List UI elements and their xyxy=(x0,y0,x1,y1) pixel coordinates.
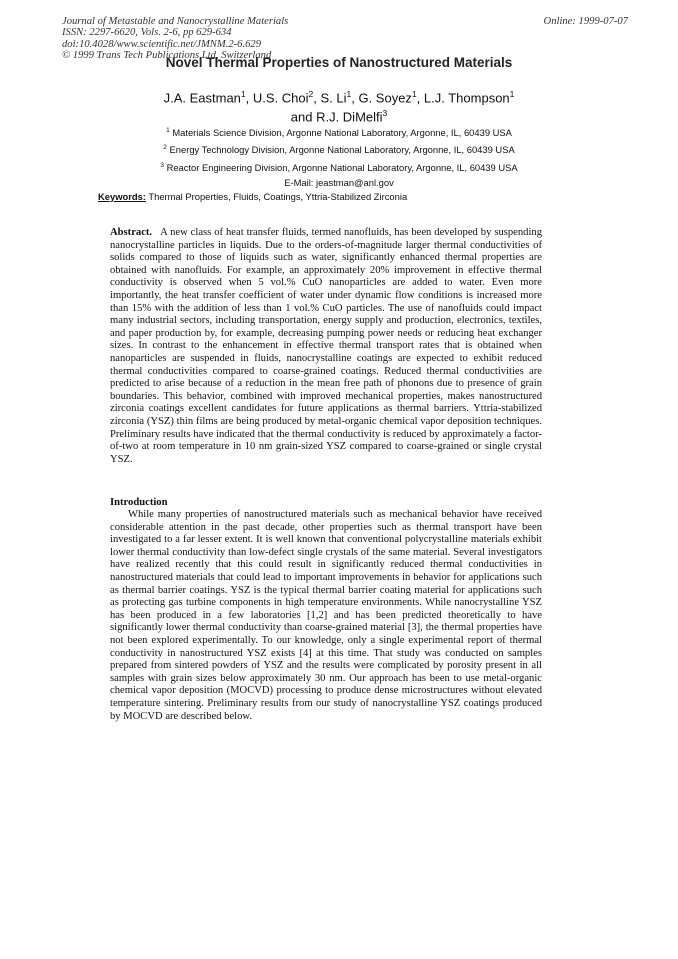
abstract-heading: Abstract. xyxy=(110,227,153,238)
affiliation-text: Energy Technology Division, Argonne National Laboratory, Argonne, IL, 60439 USA xyxy=(169,144,515,156)
author-line-1 xyxy=(0,87,678,106)
author-separator: , xyxy=(351,90,359,106)
affiliation-text: Reactor Engineering Division, Argonne National Laboratory, Argonne, IL, 60439 USA xyxy=(166,161,518,173)
abstract-text: A new class of heat transfer fluids, termed nanofluids, has been developed by suspending nanocrystalline particles in liquids. Due to the orders-of-magnitude larger thermal conductivities of solids compared to those of liquids such as water, significantly enhanced thermal properties are obtained with nanofluids. For example, an approximately 20% improvement in effective thermal conductivity is observed when 5 vol.% CuO nanoparticles are added to water. Even more importantly, the heat transfer coefficient of water under dynamic flow conditions is increased more than 15% with the addition of less than 1 vol.% CuO particles. The use of nanofluids could impact many industrial sectors, including transportation, energy supply and production, electronics, textiles, and paper production by, for example, decreasing pumping power needs or reducing heat exchanger sizes. In contrast to the enhancement in effective thermal transport rates that is obtained when nanoparticles are suspended in fluids, nanocrystalline coatings are expected to exhibit reduced thermal conductivities compared to coarse-grained coatings. Reduced thermal conductivities are predicted to arise because of a reduction in the mean free path of phonons due to presence of grain boundaries. This behavior, combined with improved mechanical properties, makes nanostructured zirconia coatings excellent candidates for future applications as thermal barriers. Yttria-stabilized zirconia (YSZ) thin films are being produced by metal-organic chemical vapor deposition techniques. Preliminary results have indicated that the thermal conductivity is reduced by approximately a factor-of-two at room temperature in 10 nm grain-sized YSZ compared to coarse-grained or single crystal YSZ. xyxy=(110,227,542,465)
keywords-label: Keywords: xyxy=(98,191,146,202)
affiliation-mark: 2 xyxy=(163,144,167,152)
introduction-text: While many properties of nanostructured materials such as mechanical behavior have received considerable attention in the past decade, other properties such as thermal transport have been investigated to a far lesser extent. It is well known that conventional polycrystalline materials exhibit lower thermal conductivity than low-defect single crystals of the same material. Several investigators have realized recently that this could result in significantly reduced thermal conductivities in nanostructured materials that could lead to important improvements in behavior for applications such as thermal barrier coatings. YSZ is the typical thermal barrier coating material for applications such as protecting gas turbine components in high temperature environments. While nanocrystalline YSZ has been produced in a few laboratories [1,2] and has been predicted theoretically to have significantly lower thermal conductivity than coarse-grained material [3], the thermal properties have not been explored experimentally. To our knowledge, only a single experimental report of thermal conductivity in nanostructured YSZ exists [4] at this time. That study was conducted on samples prepared from sintered powders of YSZ and the results were complicated by porosity present in all samples with grain sizes below approximately 30 nm. Our approach has been to use metal-organic chemical vapor deposition (MOCVD) processing to produce dense microstructures without elevated temperature sintering. Preliminary results from our study of nanocrystalline YSZ coatings produced by MOCVD are described below. xyxy=(110,509,542,722)
author-conjunction: and xyxy=(290,109,317,125)
author-affil-mark: 1 xyxy=(411,89,417,99)
affiliation-2 xyxy=(0,140,678,157)
affiliation-mark: 3 xyxy=(160,161,164,169)
journal-copyright: © 1999 Trans Tech Publications Ltd, Switzerland xyxy=(62,50,272,62)
journal-doi: doi:10.4028/www.scientific.net/JMNM.2-6.629 xyxy=(62,38,261,50)
online-date: Online: 1999-07-07 xyxy=(543,16,628,27)
author-name: S. Li xyxy=(320,90,347,106)
author-separator: , xyxy=(313,90,321,106)
author-affil-mark: 1 xyxy=(240,89,246,99)
paper-title: Novel Thermal Properties of Nanostructured Materials xyxy=(165,55,513,70)
author-affil-mark: 2 xyxy=(308,89,314,99)
author-name: U.S. Choi xyxy=(252,90,309,106)
author-name: J.A. Eastman xyxy=(163,90,241,106)
affiliation-text: Materials Science Division, Argonne National Laboratory, Argonne, IL, 60439 USA xyxy=(172,127,512,139)
author-line-2 xyxy=(0,106,678,125)
author-separator: , xyxy=(416,90,424,106)
author-name: R.J. DiMelfi xyxy=(316,109,383,125)
author-name: L.J. Thompson xyxy=(423,90,510,106)
affiliation-mark: 1 xyxy=(166,127,170,134)
author-name: G. Soyez xyxy=(358,90,412,106)
abstract xyxy=(110,227,542,466)
keywords xyxy=(98,191,407,202)
author-list xyxy=(0,87,678,125)
affiliation-1 xyxy=(0,123,678,140)
author-affil-mark: 3 xyxy=(382,107,388,118)
author-email: E-Mail: jeastman@anl.gov xyxy=(284,177,394,189)
journal-name: Journal of Metastable and Nanocrystalline Materials xyxy=(62,16,289,27)
author-separator: , xyxy=(245,90,253,106)
keywords-text: Thermal Properties, Fluids, Coatings, Yttria-Stabilized Zirconia xyxy=(145,191,408,202)
author-affil-mark: 1 xyxy=(509,89,515,99)
introduction-heading: Introduction xyxy=(110,497,168,508)
affiliation-3 xyxy=(0,158,678,175)
affiliation-list xyxy=(0,123,678,191)
author-affil-mark: 1 xyxy=(346,89,352,99)
journal-issn: ISSN: 2297-6620, Vols. 2-6, pp 629-634 xyxy=(62,27,232,39)
